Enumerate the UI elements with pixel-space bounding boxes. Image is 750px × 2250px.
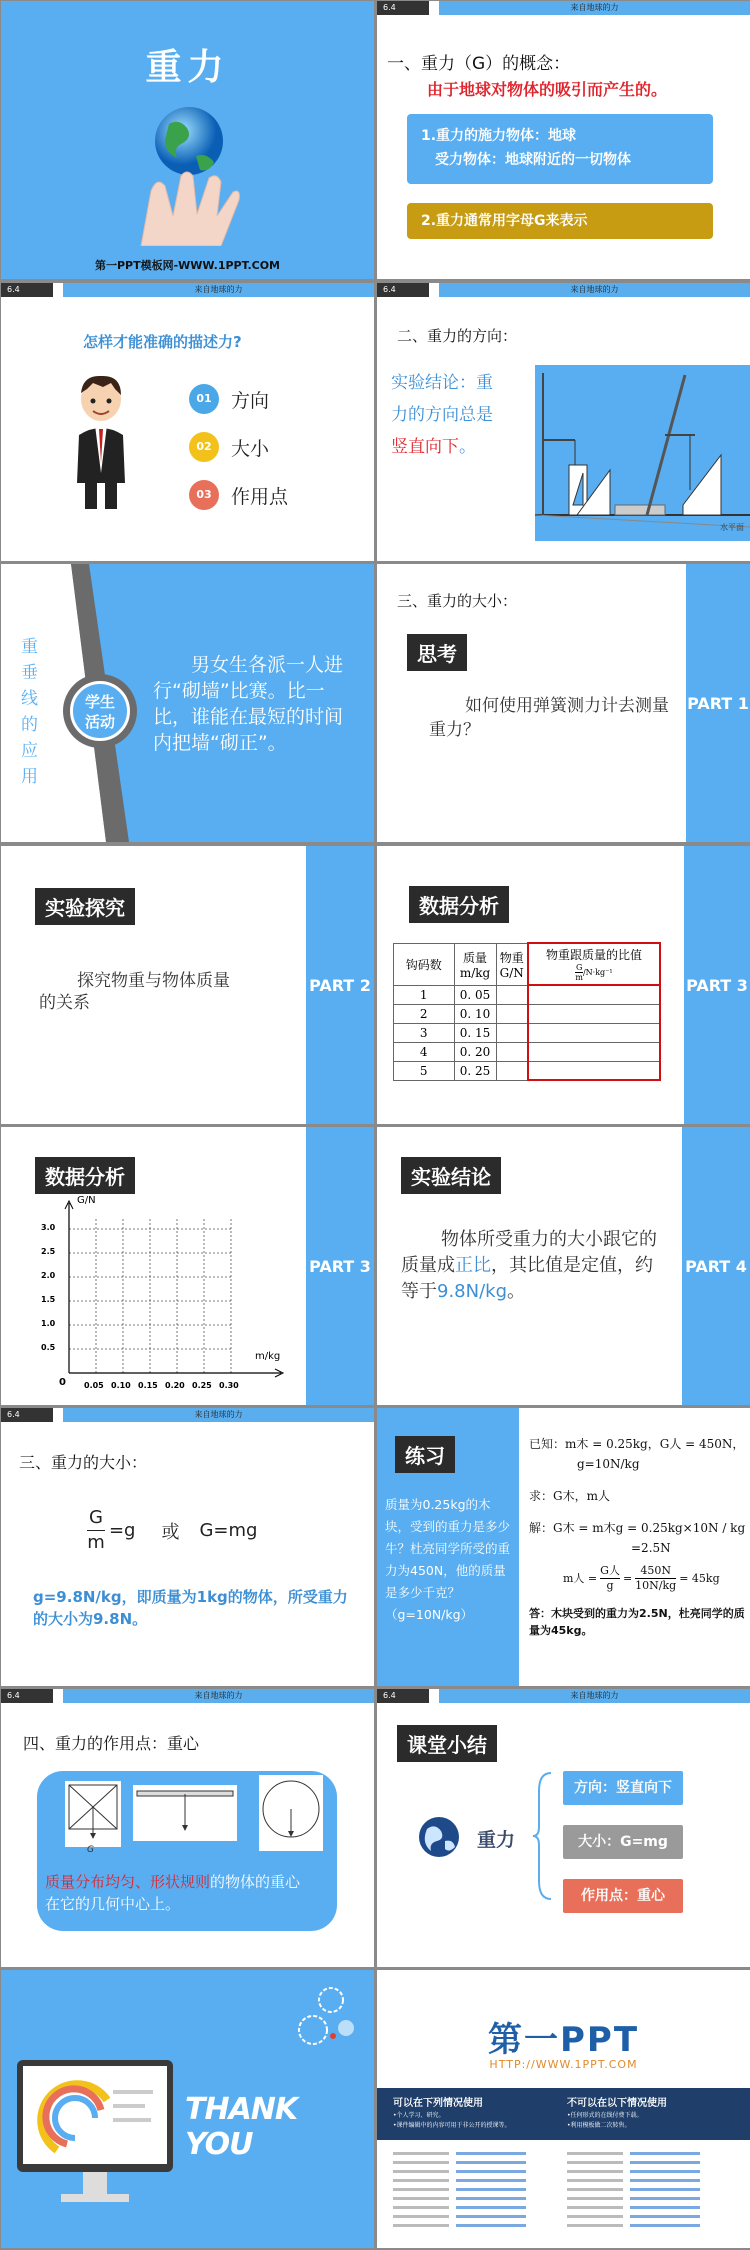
cell: 0. 10 [454,1004,496,1023]
describe-item-direction [189,375,288,423]
col-header-ratio [528,943,660,985]
info-line-2: 受力物体：地球附近的一切物体 [435,152,631,168]
cell [528,1042,660,1061]
side-vertical-text [21,634,41,790]
frac1 [600,1564,620,1593]
slide-data-table [377,846,750,1124]
formula-line [87,1506,257,1555]
info-box-letter: 2.重力通常用字母G来表示 [407,203,713,239]
slide-number: 6.4 [377,283,429,297]
topbar [1,283,374,297]
describe-item-point [189,471,288,519]
usage-forbidden-item: •任何形式的在线付费下载。 [567,2112,643,2119]
teacher-avatar-icon [71,373,131,513]
slide-number: 6.4 [377,1689,429,1703]
y-tick-label: 1.0 [41,1319,56,1328]
part-label: PART 3 [306,1127,374,1405]
solution-line: 解：G木 = m木g = 0.25kg×10N / kg [529,1521,746,1535]
fraction [87,1506,105,1555]
item-number: 03 [189,480,219,510]
frac2 [635,1564,676,1593]
cog-text-rest: 的物体的重心在它的几何中心上。 [45,1873,301,1913]
frac-bot: m [87,1532,105,1553]
link-line-placeholder [567,2215,707,2218]
link-line-placeholder [567,2197,707,2200]
globe-icon [417,1815,461,1859]
usage-allowed-title: 可以在下列情况使用 [393,2098,483,2109]
link-lines-left [393,2152,543,2233]
cell: 0. 15 [454,1023,496,1042]
slide-graph [1,1127,374,1405]
activity-badge [63,674,137,748]
direction-conclusion [391,367,516,463]
badge-line: 活动 [84,713,115,731]
formula-eq2: G=mg [199,1520,258,1541]
highlight-value: 9.8N/kg [437,1281,508,1302]
g-line: g=10N/kg [577,1457,640,1471]
mass-line [529,1564,747,1593]
frac-bot: g [606,1579,614,1592]
grid [69,1217,231,1373]
frac-top: G [575,963,583,972]
cog-text [45,1871,315,1915]
frac-bot: m [575,973,583,982]
cell [496,1042,528,1061]
conclusion-tag: 实验结论 [401,1157,501,1194]
slide-number: 6.4 [377,1,429,15]
monitor-icon [17,2060,173,2210]
text-part: ，其比值是定值，约等于 [401,1255,653,1302]
summary-point-box: 作用点：重心 [563,1879,683,1913]
slide-formula [1,1408,374,1686]
side-char: 应 [21,741,38,761]
cell [528,1004,660,1023]
cell: 0. 25 [454,1061,496,1080]
cell: 5 [394,1061,455,1080]
link-line-placeholder [393,2170,533,2173]
rod-cog-icon [133,1785,237,1841]
conclusion-line: 实验结论：重 [391,373,493,393]
text-part: 物体所受重力的大小跟它的质量成 [401,1229,657,1276]
cell: 0. 05 [454,985,496,1004]
slide-number: 6.4 [1,1689,53,1703]
item-label: 大小 [231,437,270,460]
topbar-title: 来自地球的力 [63,1689,374,1703]
link-line-placeholder [393,2188,533,2191]
slide-describe [1,283,374,561]
link-line-placeholder [567,2206,707,2209]
conclusion-highlight: 竖直向下 [391,437,459,457]
link-line-placeholder [393,2179,533,2182]
note-explanation: ，即质量为1kg的物体，所受重力的大小为9.8N。 [33,1588,348,1628]
summary-magnitude-box: 大小：G=mg [563,1825,683,1859]
side-char: 线 [21,689,38,709]
conclusion-line: 力的方向总是 [391,405,493,425]
link-line-placeholder [393,2161,533,2164]
cell: 2 [394,1004,455,1023]
part-label: PART 3 [684,846,750,1124]
link-line-placeholder [567,2188,707,2191]
topbar-title: 来自地球的力 [439,283,750,297]
known-line: 已知：m木 = 0.25kg，G人 = 450N， [529,1437,745,1451]
col-header: 物重 G/N [496,943,528,985]
table-row [394,985,661,1004]
badge-line: 学生 [84,693,115,711]
slide-title [1,1,374,279]
ratio-unit [532,963,656,982]
cell: 4 [394,1042,455,1061]
slide-title-text: 重力 [145,47,230,88]
slide-summary [377,1689,750,1967]
y-tick-label: 0.5 [41,1343,56,1352]
mass-result: = 45kg [679,1571,720,1585]
table-header-row [394,943,661,985]
link-line-placeholder [567,2179,707,2182]
part-label: PART 2 [306,846,374,1124]
globe-hands-icon [121,96,256,246]
topbar [377,283,750,297]
slide-copyright [377,1970,750,2248]
slide-activity [1,564,374,842]
x-tick-label: 0.05 [84,1381,104,1390]
cog-panel [37,1771,337,1931]
plumb-line-diagram-icon [535,365,750,541]
x-tick-label: 0.10 [111,1381,131,1390]
y-tick-label: 3.0 [41,1223,56,1232]
link-line-placeholder [567,2170,707,2173]
slide-conclusion [377,1127,750,1405]
experiment-tag: 实验探究 [35,888,135,925]
mass-lhs: m人 = [563,1571,598,1585]
data-tag: 数据分析 [409,886,509,923]
info-box-force [407,114,713,184]
unit-text: /N·kg⁻¹ [582,968,613,977]
item-label: 方向 [231,389,270,412]
usage-forbidden-item: •利用模板做二次转售。 [567,2122,631,2129]
graph-area [31,1197,291,1397]
cell: 1 [394,985,455,1004]
describe-item-magnitude [189,423,288,471]
summary-center: 重力 [477,1829,516,1851]
frac-top: G [87,1506,105,1531]
part-label: PART 4 [682,1127,750,1405]
cell [496,985,528,1004]
copyright-banner [377,2088,750,2140]
x-tick-label: 0.15 [138,1381,158,1390]
practice-tag: 练习 [395,1436,455,1473]
empty-grid-graph [31,1197,291,1397]
slide-practice [377,1408,750,1686]
note-g-value: g=9.8N/kg [33,1588,122,1606]
usage-allowed-item: •课件编辑中的内容可用于非公开的授课等。 [393,2122,511,2129]
slide-think [377,564,750,842]
link-line-placeholder [393,2152,533,2155]
data-table [393,942,661,1081]
thank-you-text: THANK YOU [185,2092,298,2162]
footer-text: 第一PPT模板网-WWW.1PPT.COM [94,259,281,272]
col-header: 质量 m/kg [454,943,496,985]
x-axis-label: m/kg [255,1351,281,1362]
y-tick-label: 2.0 [41,1271,56,1280]
formula-or: 或 [161,1521,180,1543]
activity-text: 男女生各派一人进行“砌墙”比赛。比一比，谁能在最短的时间内把墙“砌正”。 [153,654,344,754]
topbar-title: 来自地球的力 [63,1408,374,1422]
cog-highlight: 质量分布均匀、形状规则 [45,1873,211,1891]
table-row [394,1042,661,1061]
cell: 3 [394,1023,455,1042]
side-char: 的 [21,715,38,735]
think-text: 如何使用弹簧测力计去测量重力？ [429,696,669,740]
logo-url: HTTP://WWW.1PPT.COM [489,2058,638,2071]
x-tick-label: 0.25 [192,1381,212,1390]
frac-bot: 10N/kg [635,1579,677,1592]
equal-sign: = [622,1571,633,1585]
table-row [394,1061,661,1080]
find-line: 求：G木，m人 [529,1489,610,1503]
circle-cog-icon [259,1775,323,1851]
part-label: PART 1 [686,564,750,842]
link-line-placeholder [393,2215,533,2218]
slide-thanks [1,1970,374,2248]
topbar-title: 来自地球的力 [439,1689,750,1703]
result-line: =2.5N [631,1541,671,1555]
table-row [394,1023,661,1042]
cell [496,1061,528,1080]
slide-experiment [1,846,374,1124]
highlight-proportional: 正比 [455,1255,491,1276]
summary-direction-box: 方向：竖直向下 [563,1771,683,1805]
link-lines-right [567,2152,717,2233]
cell [496,1023,528,1042]
frac-top: 450N [635,1564,676,1579]
usage-forbidden-title: 不可以在以下情况使用 [567,2098,667,2109]
logo-text: 第一PPT [487,2020,640,2060]
think-tag: 思考 [407,634,467,671]
activity-badge-inner [70,681,130,741]
usage-allowed-item: •个人学习、研究。 [393,2112,445,2119]
experiment-text: 探究物重与物体质量的关系 [39,971,230,1013]
horizontal-plane-label: 水平面 [720,523,744,532]
link-line-placeholder [567,2161,707,2164]
describe-question: 怎样才能准确的描述力? [83,333,242,351]
x-tick-label: 0.20 [165,1381,185,1390]
practice-solution [529,1434,747,1639]
x-tick-label: 0.30 [219,1381,239,1390]
col-header: 钩码数 [394,943,455,985]
link-line-placeholder [567,2224,707,2227]
y-tick-label: 2.5 [41,1247,56,1256]
describe-list [189,375,288,519]
slide-concept [377,1,750,279]
bracket-icon [533,1771,553,1901]
item-number: 02 [189,432,219,462]
concept-heading: 一、重力（G）的概念： [387,54,571,74]
link-line-placeholder [393,2197,533,2200]
item-number: 01 [189,384,219,414]
table-row [394,1004,661,1023]
graph-tag: 数据分析 [35,1157,135,1194]
plumb-line-figure [535,365,750,541]
link-line-placeholder [393,2224,533,2227]
formula-eq: =g [108,1520,136,1541]
formula-note [33,1586,353,1630]
conclusion-end: 。 [459,437,476,457]
conclusion-text [401,1227,663,1305]
cog-heading: 四、重力的作用点：重心 [23,1734,200,1753]
direction-heading: 二、重力的方向： [397,327,518,345]
text-part: 。 [507,1281,526,1302]
topbar-title: 来自地球的力 [63,283,374,297]
topbar [377,1,750,15]
summary-tag: 课堂小结 [397,1725,497,1762]
item-label: 作用点 [231,485,289,508]
side-char: 重 [21,637,38,657]
cell [528,1061,660,1080]
g-label: G [87,1845,94,1855]
practice-problem: 质量为0.25kg的木块，受到的重力是多少牛？杜亮同学所受的重力为450N，他的质量是多少千克？（g=10N/kg） [385,1497,511,1622]
frac-top: G人 [600,1564,620,1577]
magnitude-heading: 三、重力的大小： [397,592,518,610]
slide-center-of-gravity [1,1689,374,1967]
square-cog-icon [65,1781,121,1847]
side-char: 垂 [21,663,38,683]
info-line-1: 1.重力的施力物体：地球 [421,128,577,144]
formula-heading: 三、重力的大小： [19,1453,148,1472]
cell [528,985,660,1004]
gears-icon [291,1980,371,2060]
cell [496,1004,528,1023]
cell [528,1023,660,1042]
concept-definition: 由于地球对物体的吸引而产生的。 [427,80,668,99]
topbar [1,1408,374,1422]
slide-direction [377,283,750,561]
link-line-placeholder [567,2152,707,2155]
side-char: 用 [21,767,38,787]
cell: 0. 20 [454,1042,496,1061]
link-line-placeholder [393,2206,533,2209]
slide-number: 6.4 [1,283,53,297]
answer-line: 答：木块受到的重力为2.5N，杜亮同学的质量为45kg。 [529,1607,745,1637]
topbar-title: 来自地球的力 [439,1,750,15]
origin-label: 0 [59,1377,66,1388]
y-tick-label: 1.5 [41,1295,56,1304]
topbar [1,1689,374,1703]
ratio-header-text: 物重跟质量的比值 [545,948,642,962]
slide-number: 6.4 [1,1408,53,1422]
y-axis-label: G/N [77,1195,96,1206]
topbar [377,1689,750,1703]
